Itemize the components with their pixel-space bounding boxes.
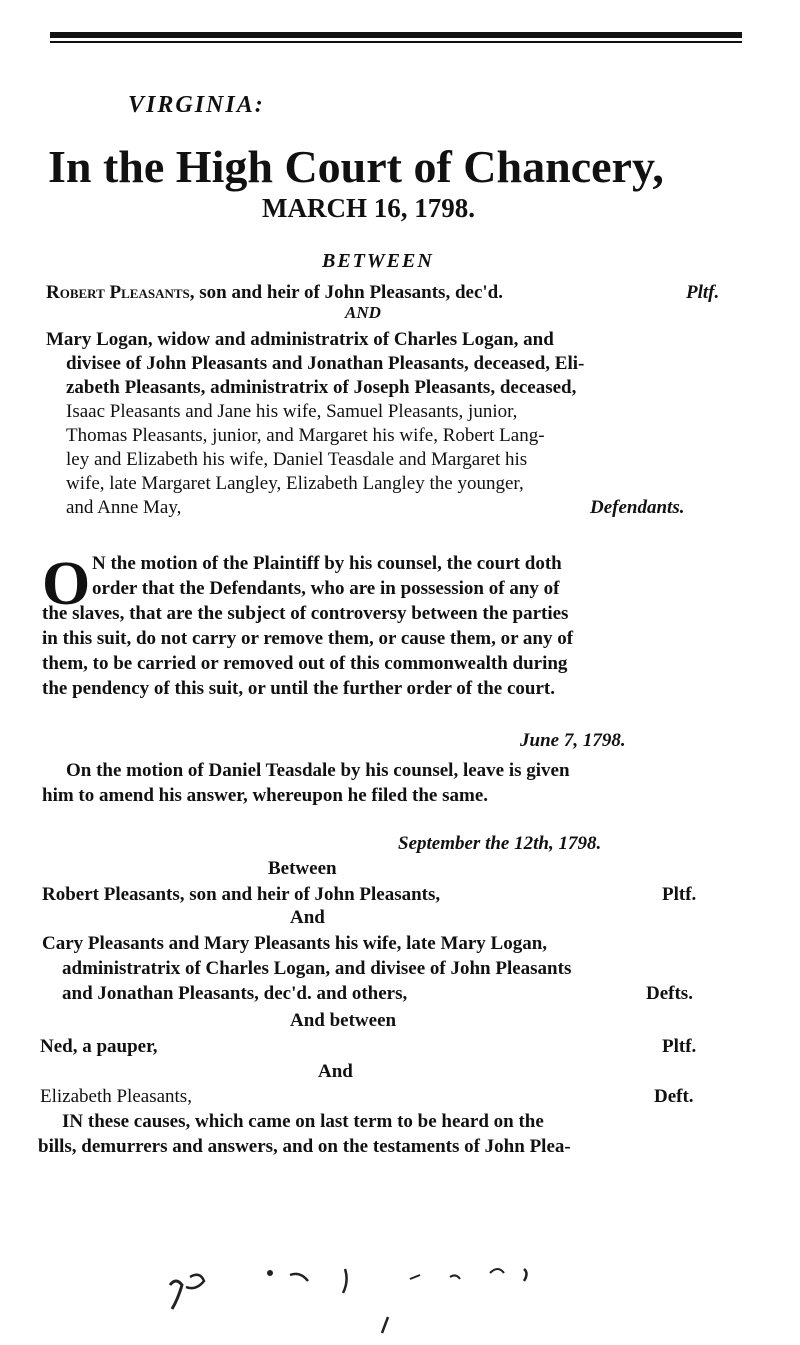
and-label: AND	[345, 303, 381, 322]
defendant-line-2: divisee of John Pleasants and Jonathan Pleasants, deceased, Eli-	[66, 353, 585, 374]
defendants-role: Defendants.	[590, 497, 685, 518]
order1-line-6: the pendency of this suit, or until the further order of the court.	[42, 678, 555, 699]
case2-and-between: And between	[290, 1010, 397, 1031]
court-title: In the High Court of Chancery,	[48, 141, 664, 192]
case2-date: September the 12th, 1798.	[398, 833, 602, 854]
order2-line-1: On the motion of Daniel Teasdale by his counsel, leave is given	[66, 760, 570, 781]
case2-plaintiff: Robert Pleasants, son and heir of John Pleasants,	[42, 884, 441, 905]
drop-cap: O	[42, 550, 91, 618]
defendant-line-3: zabeth Pleasants, administratrix of Joseph Pleasants, deceased,	[66, 377, 577, 398]
plaintiff-desc: son and heir of John Pleasants, dec'd.	[199, 282, 503, 303]
order1-line-4: in this suit, do not carry or remove them, or cause them, or any of	[42, 628, 574, 649]
order2-line-2: him to amend his answer, whereupon he filed the same.	[42, 785, 488, 806]
order1-line-3: the slaves, that are the subject of controversy between the parties	[42, 603, 569, 624]
defendant-line-1: Mary Logan, widow and administratrix of Charles Logan, and	[46, 329, 554, 350]
order1-line-2: order that the Defendants, who are in possession of any of	[92, 578, 560, 599]
session-date: MARCH 16, 1798.	[262, 193, 475, 223]
handwritten-marks	[150, 1255, 570, 1345]
order2-date: June 7, 1798.	[520, 730, 626, 751]
case2-plaintiff2-role: Pltf.	[662, 1036, 697, 1057]
case2-defendant-line-2: administratrix of Charles Logan, and divisee of John Pleasants	[62, 958, 572, 979]
defendant-line-5: Thomas Pleasants, junior, and Margaret his wife, Robert Lang-	[66, 425, 545, 446]
closing-line-2: bills, demurrers and answers, and on the testaments of John Plea-	[38, 1136, 571, 1157]
between-label: BETWEEN	[322, 250, 434, 272]
top-rule-thin	[50, 41, 742, 43]
defendant-line-7: wife, late Margaret Langley, Elizabeth Langley the younger,	[66, 473, 524, 494]
case2-and2: And	[318, 1061, 353, 1082]
defendant-line-4: Isaac Pleasants and Jane his wife, Samuel Pleasants, junior,	[66, 401, 518, 422]
case2-defendant2-role: Deft.	[654, 1086, 694, 1107]
case2-defendant-line-3: and Jonathan Pleasants, dec'd. and others,	[62, 983, 408, 1004]
order1-line-1: N the motion of the Plaintiff by his counsel, the court doth	[92, 553, 562, 574]
defendant-line-8: and Anne May,	[66, 497, 182, 518]
case2-and: And	[290, 907, 325, 928]
plaintiff-name: Robert Pleasants,	[46, 282, 195, 303]
state-heading: VIRGINIA:	[128, 92, 265, 118]
case2-defendant2: Elizabeth Pleasants,	[40, 1086, 192, 1107]
closing-line-1: IN these causes, which came on last term to be heard on the	[62, 1111, 544, 1132]
case2-between: Between	[268, 858, 337, 879]
defendant-line-6: ley and Elizabeth his wife, Daniel Teasdale and Margaret his	[66, 449, 528, 470]
case2-defendant-role: Defts.	[646, 983, 693, 1004]
case2-plaintiff-role: Pltf.	[662, 884, 697, 905]
order1-line-5: them, to be carried or removed out of this commonwealth during	[42, 653, 568, 674]
case2-defendant-line-1: Cary Pleasants and Mary Pleasants his wife, late Mary Logan,	[42, 933, 548, 954]
case2-plaintiff2: Ned, a pauper,	[40, 1036, 158, 1057]
top-rule	[50, 32, 742, 38]
plaintiff-role: Pltf.	[686, 282, 720, 303]
plaintiff-line	[46, 282, 503, 304]
